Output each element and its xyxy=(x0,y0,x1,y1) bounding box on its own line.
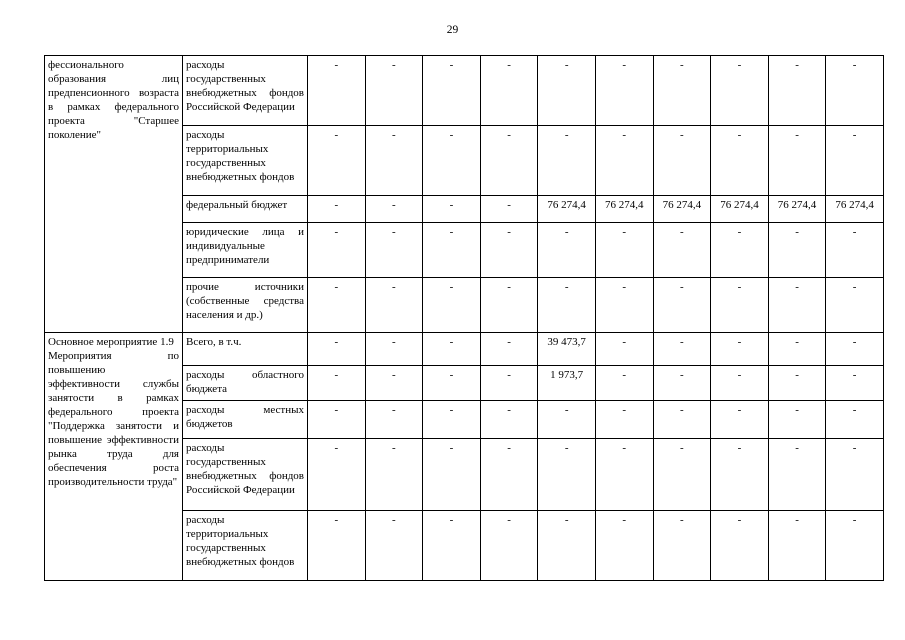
value-cell: - xyxy=(653,223,711,278)
value-cell: - xyxy=(826,126,884,196)
main-measure-description: Мероприятия по повышению эффективности службы занятости в рамках федерального проекта "Поддержка занятости и повышение эффективности рынка труда для обеспечения роста производительности труда" xyxy=(48,350,179,488)
value-cell: - xyxy=(538,439,596,511)
value-cell: - xyxy=(423,439,481,511)
value-cell: - xyxy=(308,126,366,196)
value-cell: - xyxy=(768,366,826,401)
value-cell: - xyxy=(308,223,366,278)
value-cell: 76 274,4 xyxy=(653,196,711,223)
value-cell: - xyxy=(711,56,769,126)
value-cell: - xyxy=(308,333,366,366)
value-cell: - xyxy=(538,511,596,581)
funding-source-cell: прочие источники (собственные средства населения и др.) xyxy=(183,278,308,333)
value-cell: - xyxy=(480,333,538,366)
value-cell: - xyxy=(826,333,884,366)
value-cell: - xyxy=(595,278,653,333)
value-cell: - xyxy=(480,223,538,278)
value-cell: - xyxy=(768,223,826,278)
value-cell: - xyxy=(826,511,884,581)
value-cell: - xyxy=(480,511,538,581)
value-cell: - xyxy=(768,439,826,511)
value-cell: - xyxy=(711,366,769,401)
value-cell: - xyxy=(595,126,653,196)
value-cell: - xyxy=(423,126,481,196)
funding-source-cell: федеральный бюджет xyxy=(183,196,308,223)
value-cell: - xyxy=(711,333,769,366)
value-cell: - xyxy=(365,196,423,223)
funding-source-cell: расходы областного бюджета xyxy=(183,366,308,401)
value-cell: - xyxy=(423,196,481,223)
value-cell: - xyxy=(308,366,366,401)
value-cell: - xyxy=(826,223,884,278)
value-cell: - xyxy=(711,401,769,439)
value-cell: - xyxy=(480,366,538,401)
value-cell: - xyxy=(423,278,481,333)
value-cell: - xyxy=(423,511,481,581)
value-cell: - xyxy=(826,56,884,126)
measure-description: фессионального образования лиц предпенсионного возраста в рамках федерального проекта "Старшее поколение" xyxy=(48,59,179,141)
value-cell: - xyxy=(595,366,653,401)
funding-source-cell: юридические лица и индивидуальные предприниматели xyxy=(183,223,308,278)
value-cell: - xyxy=(711,278,769,333)
value-cell: - xyxy=(480,196,538,223)
value-cell: - xyxy=(653,333,711,366)
main-measure-title: Основное мероприятие 1.9 xyxy=(48,336,174,348)
value-cell: 1 973,7 xyxy=(538,366,596,401)
funding-source-cell: расходы государственных внебюджетных фондов Российской Федерации xyxy=(183,439,308,511)
value-cell: - xyxy=(653,511,711,581)
value-cell: - xyxy=(768,511,826,581)
value-cell: 76 274,4 xyxy=(768,196,826,223)
value-cell: - xyxy=(365,511,423,581)
value-cell: - xyxy=(423,56,481,126)
value-cell: - xyxy=(423,223,481,278)
value-cell: 76 274,4 xyxy=(595,196,653,223)
value-cell: - xyxy=(768,56,826,126)
value-cell: - xyxy=(653,278,711,333)
value-cell: 39 473,7 xyxy=(538,333,596,366)
value-cell: - xyxy=(768,401,826,439)
value-cell: 76 274,4 xyxy=(538,196,596,223)
value-cell: - xyxy=(365,126,423,196)
value-cell: - xyxy=(595,439,653,511)
value-cell: - xyxy=(538,401,596,439)
value-cell: - xyxy=(308,401,366,439)
value-cell: - xyxy=(480,439,538,511)
value-cell: - xyxy=(308,56,366,126)
value-cell: - xyxy=(365,56,423,126)
table-body xyxy=(45,56,884,581)
funding-source-cell: расходы территориальных государственных внебюджетных фондов xyxy=(183,511,308,581)
value-cell: - xyxy=(653,401,711,439)
value-cell: - xyxy=(826,439,884,511)
table-row xyxy=(45,333,884,366)
value-cell: - xyxy=(826,278,884,333)
value-cell: - xyxy=(768,333,826,366)
value-cell: - xyxy=(768,278,826,333)
value-cell: - xyxy=(308,511,366,581)
value-cell: - xyxy=(653,439,711,511)
main-measure-cell xyxy=(45,333,183,581)
measure-description-cell xyxy=(45,56,183,333)
value-cell: - xyxy=(653,126,711,196)
value-cell: - xyxy=(595,333,653,366)
funding-table xyxy=(44,55,884,581)
value-cell: 76 274,4 xyxy=(826,196,884,223)
value-cell: - xyxy=(480,56,538,126)
value-cell: - xyxy=(538,126,596,196)
value-cell: - xyxy=(711,223,769,278)
value-cell: - xyxy=(480,278,538,333)
value-cell: - xyxy=(826,366,884,401)
value-cell: - xyxy=(595,56,653,126)
page-number: 29 xyxy=(446,24,459,36)
value-cell: - xyxy=(480,126,538,196)
value-cell: - xyxy=(308,196,366,223)
value-cell: - xyxy=(653,56,711,126)
value-cell: - xyxy=(826,401,884,439)
value-cell: - xyxy=(423,366,481,401)
funding-source-cell: расходы территориальных государственных внебюджетных фондов xyxy=(183,126,308,196)
value-cell: - xyxy=(538,56,596,126)
value-cell: - xyxy=(423,333,481,366)
funding-source-cell: Всего, в т.ч. xyxy=(183,333,308,366)
value-cell: 76 274,4 xyxy=(711,196,769,223)
value-cell: - xyxy=(365,223,423,278)
value-cell: - xyxy=(711,126,769,196)
value-cell: - xyxy=(365,401,423,439)
funding-source-cell: расходы государственных внебюджетных фондов Российской Федерации xyxy=(183,56,308,126)
value-cell: - xyxy=(711,511,769,581)
value-cell: - xyxy=(365,439,423,511)
value-cell: - xyxy=(538,223,596,278)
value-cell: - xyxy=(480,401,538,439)
value-cell: - xyxy=(365,278,423,333)
value-cell: - xyxy=(365,333,423,366)
value-cell: - xyxy=(308,278,366,333)
value-cell: - xyxy=(653,366,711,401)
value-cell: - xyxy=(595,511,653,581)
value-cell: - xyxy=(308,439,366,511)
value-cell: - xyxy=(768,126,826,196)
value-cell: - xyxy=(423,401,481,439)
value-cell: - xyxy=(538,278,596,333)
value-cell: - xyxy=(595,223,653,278)
value-cell: - xyxy=(711,439,769,511)
table-row xyxy=(45,56,884,126)
value-cell: - xyxy=(365,366,423,401)
value-cell: - xyxy=(595,401,653,439)
funding-source-cell: расходы местных бюджетов xyxy=(183,401,308,439)
